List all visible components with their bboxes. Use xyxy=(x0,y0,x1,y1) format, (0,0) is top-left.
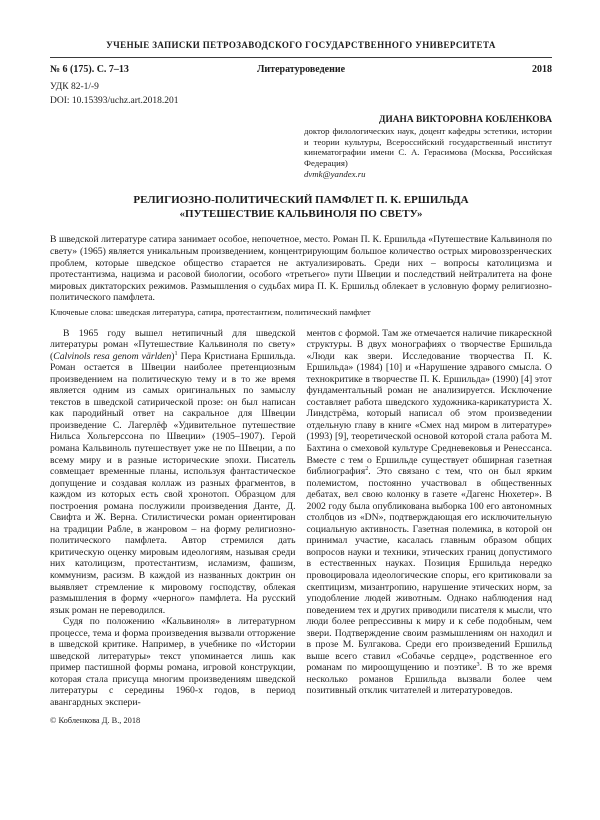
keywords-line: Ключевые слова: шведская литература, сатира, протестантизм, политический памфлет xyxy=(50,307,371,317)
body-text: Пера Кристиана Ершильда. Роман остается в Швеции наиболее претенциозным произведением на политическую тему и в то же время является одним из самых оригинальных по замыслу текстов в шведской сатирической прозе: он был написан как пародийный ответ на сакральное для Швеции произведение С. Лагерлёф «Удивительное путешествие Нильса Хольгерссона по Швеции» (1905–1907). Герой романа Кальвиноль путешествует уже не по Швеции, а по всему миру и в разные исторические эпохи. Писатель совмещает временные планы, используя фантастическое допущение и создавая коллаж из разных фрагментов, в каждом из которых есть свой хронотоп. Образцом для построения романа послужили произведения Данте, Д. Свифта и Ж. Верна. Стилистически роман ориентирован на традиции Рабле, в жанровом – на форму религиозно-политического памфлета. Автор стремился дать критическую оценку мировым идеологиям, называя среди них католицизм, протестантизм, исламизм, фашизм, коммунизм, расизм. В каждой из названных доктрин он выявляет стремление к мировому господству, облекая размышления в форму «черного» памфлета. На русский язык роман не переводился. xyxy=(50,350,296,616)
footnote-marker-3: 3 xyxy=(476,661,480,669)
left-column xyxy=(50,328,296,709)
journal-header: УЧЕНЫЕ ЗАПИСКИ ПЕТРОЗАВОДСКОГО ГОСУДАРСТВЕННОГО УНИВЕРСИТЕТА xyxy=(106,40,496,50)
body-paragraph xyxy=(307,328,553,698)
footnote-marker-1: 1 xyxy=(174,349,178,357)
article-title xyxy=(50,194,552,221)
article-title-line2: «ПУТЕШЕСТВИЕ КАЛЬВИНОЛЯ ПО СВЕТУ» xyxy=(179,207,423,220)
udc-label: УДК 82-1/-9 xyxy=(50,82,99,92)
right-column xyxy=(307,328,553,709)
year-label: 2018 xyxy=(532,64,552,75)
body-columns xyxy=(50,328,552,709)
abstract-text: В шведской литературе сатира занимает особое, непочетное, место. Роман П. К. Ершильда «Путешествие Кальвиноля по свету» (1965) является уникальным произведением, концентрирующим большое количество острых мировоззренческих проблем, которые шведское общество старается не актуализировать. Среди них – вопросы католицизма и протестантизма, нацизма и расовой биологии, особого «третьего» пути Швеции и последствий нейтралитета на фоне мировых диктаторских режимов. Размышления о судьбах мира П. К. Ершильд облекает в условную форму религиозно-политического памфлета. xyxy=(50,234,552,304)
header-rule xyxy=(50,57,552,58)
body-paragraph xyxy=(50,328,296,617)
issue-info: № 6 (175). С. 7–13 xyxy=(50,64,129,75)
doi-label: DOI: 10.15393/uchz.art.2018.201 xyxy=(50,96,179,106)
article-title-line1: РЕЛИГИОЗНО-ПОЛИТИЧЕСКИЙ ПАМФЛЕТ П. К. ЕРШИЛЬДА xyxy=(133,194,469,207)
author-email: dvmk@yandex.ru xyxy=(304,169,366,180)
author-block xyxy=(304,115,552,179)
latin-title-italic: Calvinols resa genom världen xyxy=(53,350,172,362)
author-name: ДИАНА ВИКТОРОВНА КОБЛЕНКОВА xyxy=(379,115,552,125)
issue-meta-row xyxy=(50,64,552,75)
footnote-marker-2: 2 xyxy=(365,464,369,472)
section-label: Литературоведение xyxy=(256,64,346,75)
body-paragraph: Судя по положению «Кальвиноля» в литературном процессе, тема и форма произведения вызвали отторжение в шведской критике. Например, в учебнике по «Истории шведской литературы» текст упоминается лишь как пример пастишной формы романа, игровой конструкции, которая стала присуща многим произведениям шведской литературы с середины 1960-х годов, в период авангардных экспери- xyxy=(50,616,296,708)
body-text: В 1965 году вышел нетипичный для шведской литературы роман «Путешествие Кальвиноля по свету» ( xyxy=(50,327,296,362)
body-text: . Это связано с тем, что он был ярким полемистом, постоянно участвовал в общественных дебатах, вел свою колонку в газете «Дагенс Нюхетер». В 2002 году была опубликована выборка 100 его автономных столбцов из «DN», подтверждающая его исключительную социальную активность. Газетная полемика, в которой он принимал участие, касалась главным образом общих вопросов науки и техники, этических границ допустимого в естественных науках. Позиция Ершильда нередко провоцировала идеологические споры, его критиковали за скептицизм, мизантропию, нарушение этических норм, за уподобление людей животным. Однако наблюдения над поведением тех и других приводили писателя к мысли, что люди более репрессивны к миру и к себе подобным, чем звери. Подтверждение своим размышлениям он находил и в прозе М. Булгакова. Среди его произведений Ершильд выше всего ставил «Собачье сердце», родственное его романам по мироощущению и поэтике xyxy=(306,466,552,674)
body-text: ментов с формой. Там же отмечается наличие пикарескной структуры. В двух монографиях о творчестве Ершильда «Люди как звери. Исследование творчества П. К. Ершильда» (1984) [10] и «Нарушение здравого смысла. О технокритике в творчестве П. К. Ершильда» (1990) [4] этот фундаментальный роман не анализируется. Исключение составляет работа шведского художника-карикатуриста Х. Линдстрёма, который написал об этом произведении отдельную главу в книге «Смех над миром в литературе» (1993) [9], теоретической основой которой стала работа М. Бахтина о смеховой культуре Средневековья и Ренессанса. Вместе с тем о Ершильде существует обширная газетная библиография xyxy=(306,327,552,478)
body-text: . В то же время несколько романов Ершильда вызвали более чем позитивный отклик читателей и литературоведов. xyxy=(306,662,552,697)
body-text: ) xyxy=(171,350,175,362)
copyright-note: © Кобленкова Д. В., 2018 xyxy=(50,715,141,725)
author-affiliation: доктор филологических наук, доцент кафедры эстетики, истории и теории культуры, Всероссийский государственный институт кинематографии имени С. А. Герасимова (Москва, Российская Федерация) xyxy=(304,126,552,168)
